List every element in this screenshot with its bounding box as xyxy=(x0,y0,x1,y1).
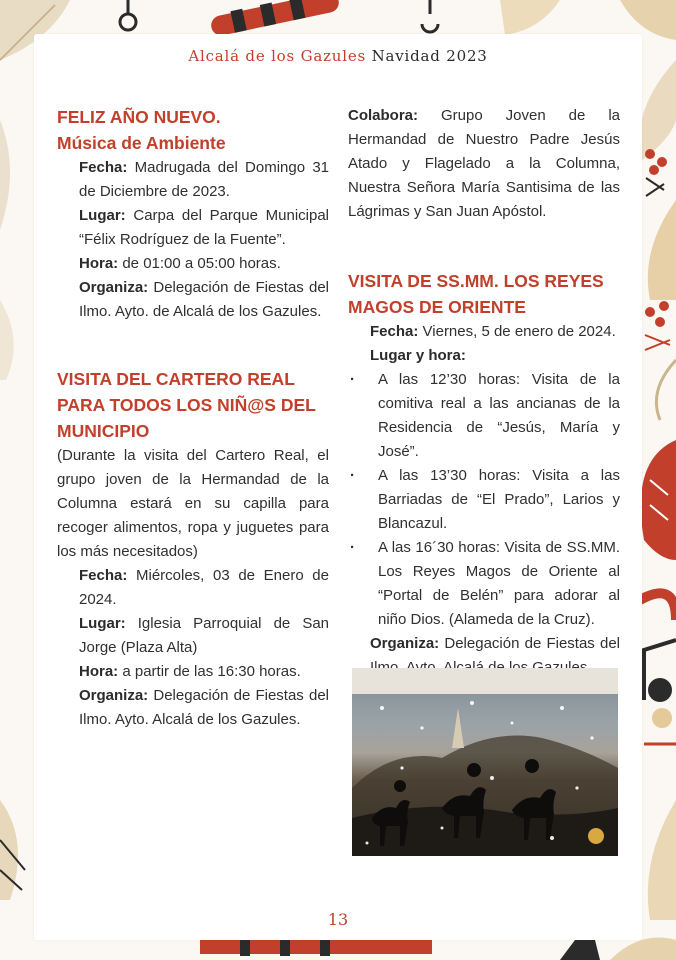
section-subtitle: Música de Ambiente xyxy=(57,133,226,153)
page-header xyxy=(0,47,676,65)
poster-illustration xyxy=(352,668,618,856)
fecha-line: Fecha: Viernes, 5 de enero de 2024. xyxy=(370,323,616,340)
section-feliz-ano-nuevo xyxy=(57,104,329,324)
right-column xyxy=(348,104,620,680)
list-item: · A las 16´30 horas: Visita de SS.MM. Los Reyes Magos de Oriente al “Portal de Belén” para adorar al niño Dios. (Alameda de la Cruz). xyxy=(378,536,620,632)
header-event: Navidad 2023 xyxy=(371,47,488,65)
section-cartero-real xyxy=(57,366,329,732)
lugar-line: Lugar: Carpa del Parque Municipal “Félix Rodríguez de la Fuente”. xyxy=(79,207,329,248)
header-town: Alcalá de los Gazules xyxy=(188,47,367,65)
reyes-magos-poster-image xyxy=(352,668,618,856)
colabora-line: Colabora: Grupo Joven de la Hermandad de Nuestro Padre Jesús Atado y Flagelado a la Columna, Nuestra Señora María Santisima de las Lágrimas y San Juan Apóstol. xyxy=(348,107,621,220)
fecha-line: Fecha: Madrugada del Domingo 31 de Diciembre de 2023. xyxy=(79,159,330,200)
hora-line: Hora: a partir de las 16:30 horas. xyxy=(79,663,301,680)
lugar-line: Lugar: Iglesia Parroquial de San Jorge (Plaza Alta) xyxy=(79,615,330,656)
section-title: VISITA DE SS.MM. LOS REYES MAGOS DE ORIENTE xyxy=(348,271,604,317)
fecha-line: Fecha: Miércoles, 03 de Enero de 2024. xyxy=(79,567,329,608)
page-number: 13 xyxy=(327,910,349,929)
hora-line: Hora: de 01:00 a 05:00 horas. xyxy=(79,255,281,272)
list-item: · A las 13’30 horas: Visita a las Barriadas de “El Prado”, Larios y Blancazul. xyxy=(378,464,620,536)
lugar-hora-label: Lugar y hora: xyxy=(370,347,466,364)
section-title: VISITA DEL CARTERO REAL PARA TODOS LOS NIÑ@S DEL MUNICIPIO xyxy=(57,369,316,441)
section-title: FELIZ AÑO NUEVO. xyxy=(57,107,221,127)
left-column xyxy=(57,104,329,732)
organiza-line: Organiza: Delegación de Fiestas del Ilmo. Ayto. de Alcalá de los Gazules. xyxy=(79,279,330,320)
organiza-line: Organiza: Delegación de Fiestas del Ilmo. Ayto. Alcalá de los Gazules. xyxy=(79,687,330,728)
section-intro: (Durante la visita del Cartero Real, el grupo joven de la Hermandad de la Columna estará en su capilla para recoger alimentos, ropa y juguetes para los más necesitados) xyxy=(57,447,329,560)
section-reyes-magos xyxy=(348,268,620,680)
organiza-line: Organiza: Delegación de Fiestas del xyxy=(370,635,621,652)
list-item: · A las 12’30 horas: Visita de la comitiva real a las ancianas de la Residencia de “Jesús, María y José”. xyxy=(378,368,620,464)
schedule-list xyxy=(348,368,620,632)
